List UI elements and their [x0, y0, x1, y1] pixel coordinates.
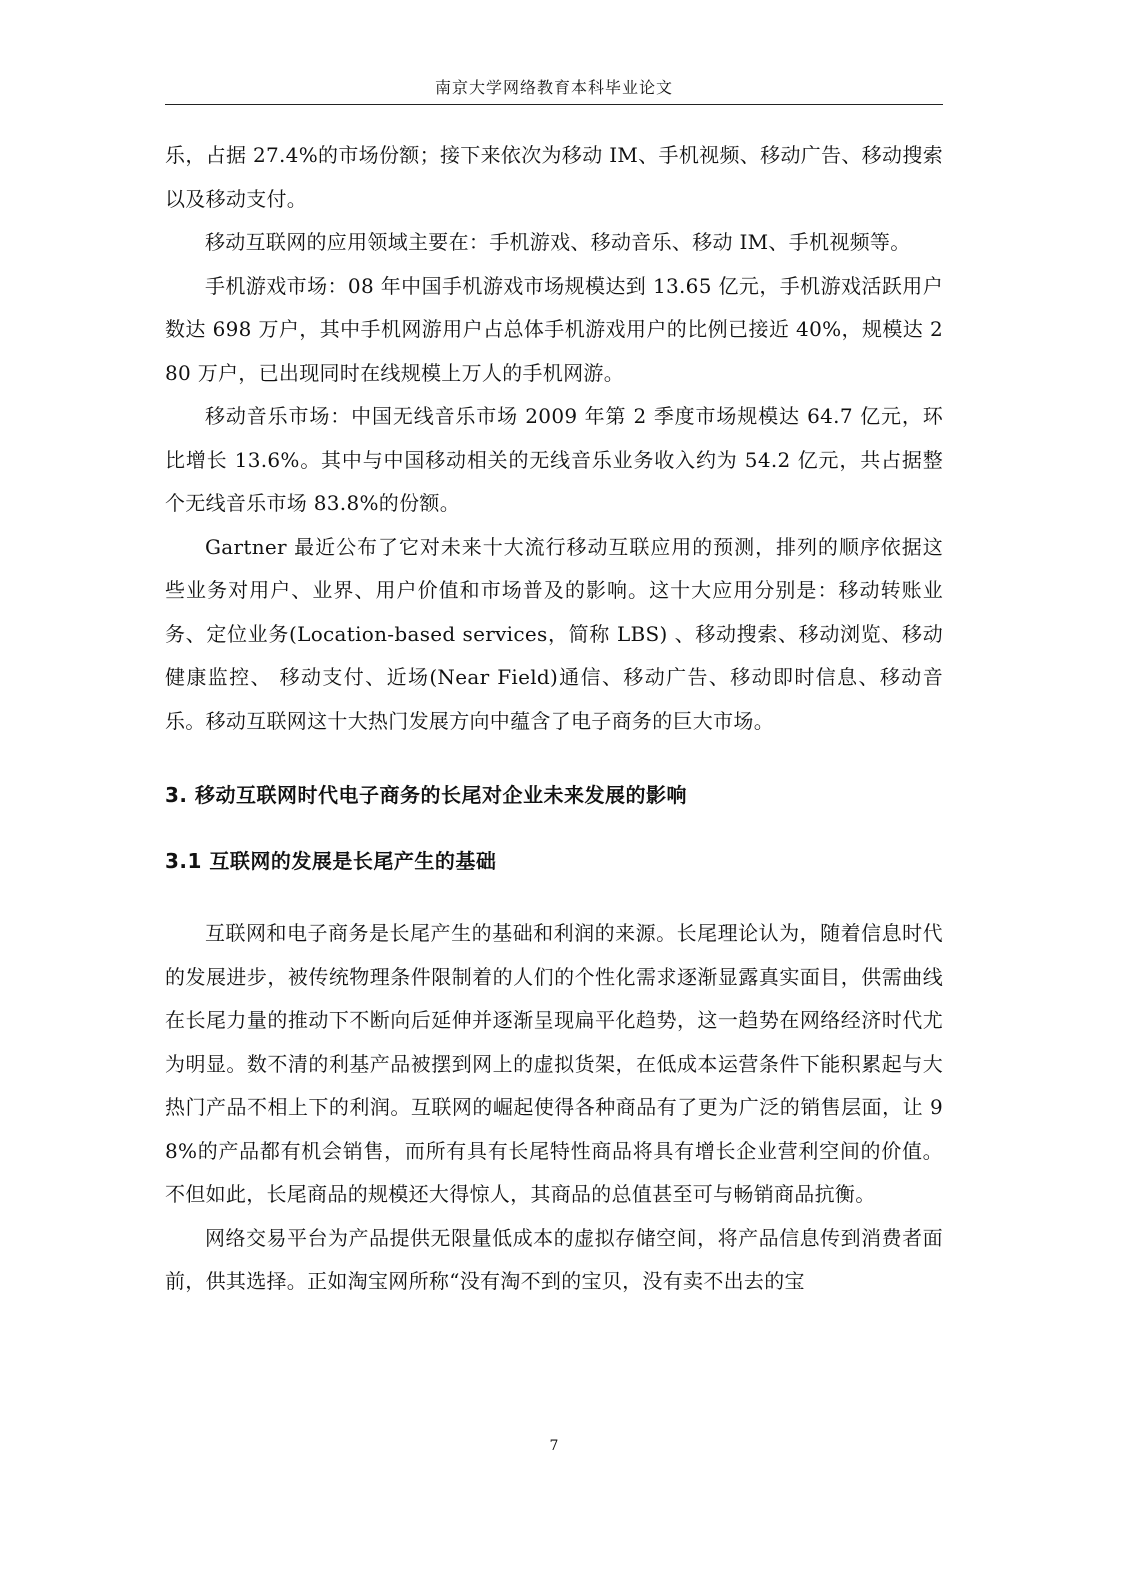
section-heading: 3. 移动互联网时代电子商务的长尾对企业未来发展的影响 — [165, 783, 687, 807]
paragraph: 互联网和电子商务是长尾产生的基础和利润的来源。长尾理论认为，随着信息时代的发展进步，被传统物理条件限制着的人们的个性化需求逐渐显露真实面目，供需曲线在长尾力量的推动下不断向后延伸并逐渐呈现扁平化趋势，这一趋势在网络经济时代尤为明显。数不清的利基产品被摆到网上的虚拟货架，在低成本运营条件下能积累起与大热门产品不相上下的利润。互联网的崛起使得各种商品有了更为广泛的销售层面，让 98%的产品都有机会销售，而所有具有长尾特性商品将具有增长企业营利空间的价值。不但如此，长尾商品的规模还大得惊人，其商品的总值甚至可与畅销商品抗衡。 — [165, 921, 943, 1206]
paragraph: 乐，占据 27.4%的市场份额；接下来依次为移动 IM、手机视频、移动广告、移动搜索以及移动支付。 — [165, 143, 943, 211]
paragraph: 移动互联网的应用领域主要在：手机游戏、移动音乐、移动 IM、手机视频等。 — [205, 230, 911, 254]
paragraph: 网络交易平台为产品提供无限量低成本的虚拟存储空间，将产品信息传到消费者面前，供其选择。正如淘宝网所称“没有淘不到的宝贝，没有卖不出去的宝 — [165, 1225, 943, 1293]
paragraph: 移动音乐市场：中国无线音乐市场 2009 年第 2 季度市场规模达 64.7 亿元，环比增长 13.6%。其中与中国移动相关的无线音乐业务收入约为 54.2 亿元，共占据整个无线音乐市场 83.8%的份额。 — [165, 404, 943, 515]
running-header: 南京大学网络教育本科毕业论文 — [434, 78, 673, 97]
header-rule — [165, 104, 943, 105]
page-number: 7 — [549, 1438, 559, 1454]
body-text — [165, 134, 943, 1304]
paragraph: Gartner 最近公布了它对未来十大流行移动互联应用的预测，排列的顺序依据这些业务对用户、业界、用户价值和市场普及的影响。这十大应用分别是：移动转账业务、定位业务(Location-based services，简称 LBS) 、移动搜索、移动浏览、移动健康监控、 移动支付、近场(Near Field)通信、移动广告、移动即时信息、移动音乐。移动互联网这十大热门发展方向中蕴含了电子商务的巨大市场。 — [165, 534, 943, 733]
subsection-heading: 3.1 互联网的发展是长尾产生的基础 — [165, 849, 497, 873]
paragraph: 手机游戏市场：08 年中国手机游戏市场规模达到 13.65 亿元，手机游戏活跃用户数达 698 万户，其中手机网游用户占总体手机游戏用户的比例已接近 40%，规模达 280 万户，已出现同时在线规模上万人的手机网游。 — [165, 273, 943, 385]
